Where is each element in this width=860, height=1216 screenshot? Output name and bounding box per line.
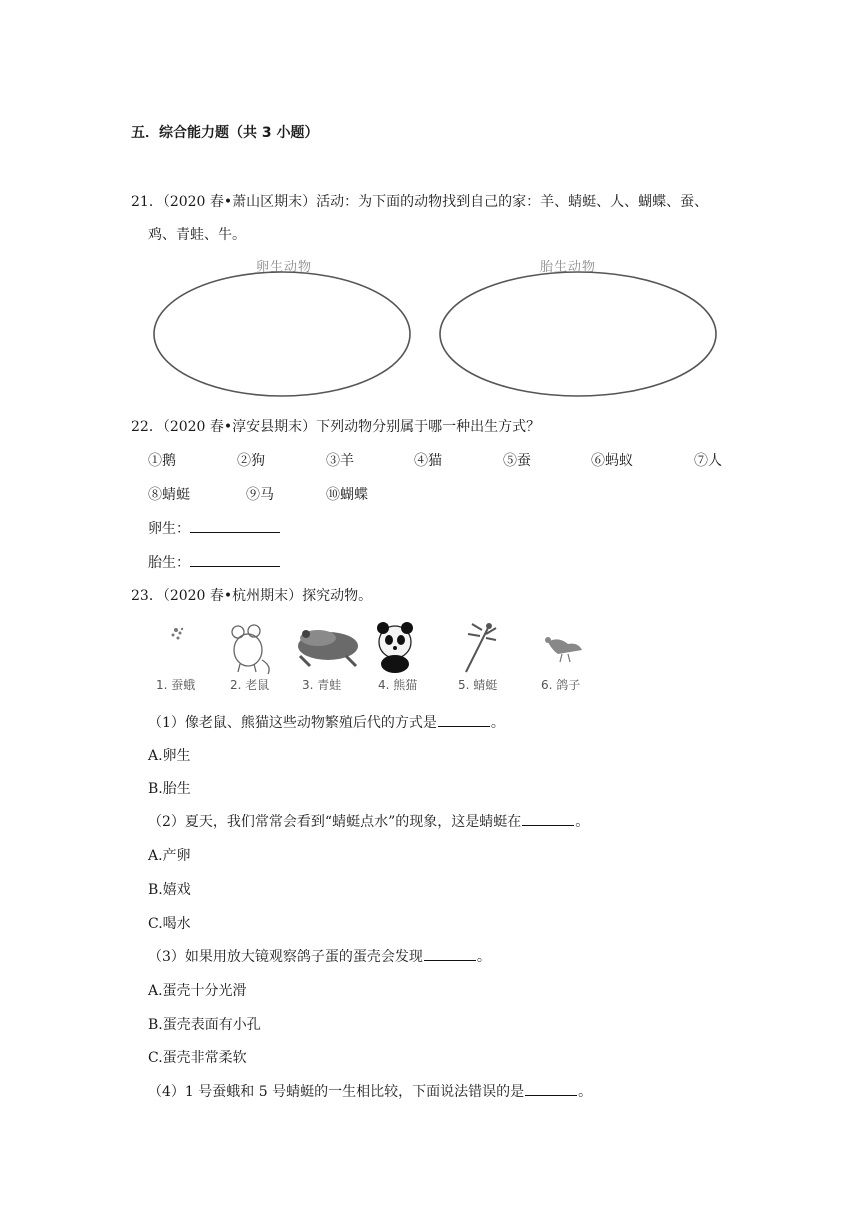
viviparous-ellipse-label: 胎生动物 (540, 260, 597, 275)
q23-sub2-option-a: A.产卵 (148, 848, 191, 864)
q23-sub3-option-a: A.蛋壳十分光滑 (148, 983, 247, 999)
q23-sub3 (148, 946, 491, 966)
q23-sub2 (148, 811, 589, 831)
q23-animal-caption-4: 4. 熊猫 (378, 678, 418, 692)
q22-option-3: ③羊 (326, 453, 354, 469)
oviparous-ellipse (154, 272, 410, 396)
q22-option-7: ⑦人 (694, 453, 722, 469)
pigeon-image (545, 637, 582, 662)
q23-sub3-option-c: C.蛋壳非常柔软 (148, 1050, 247, 1066)
q22-oviparous-blank[interactable] (190, 518, 280, 533)
q23-sub1-end: 。 (490, 715, 505, 731)
q22-option-8: ⑧蜻蜓 (148, 487, 190, 503)
q23-sub4-end: 。 (578, 1084, 593, 1100)
oviparous-ellipse-label: 卵生动物 (256, 260, 313, 275)
q22-option-2: ②狗 (237, 453, 265, 469)
q23-sub2-option-b: B.嬉戏 (148, 882, 191, 898)
viviparous-ellipse (440, 272, 716, 396)
q23-sub3-text: （3）如果用放大镜观察鸽子蛋的蛋壳会发现 (148, 949, 423, 965)
q22-viviparous-blank[interactable] (190, 552, 280, 567)
q23-sub4-blank[interactable] (525, 1081, 577, 1096)
q22-stem: 22．（2020 春•淳安县期末）下列动物分别属于哪一种出生方式？ (131, 419, 541, 435)
q23-sub2-option-c: C.喝水 (148, 916, 191, 932)
q23-sub4 (148, 1081, 592, 1101)
q23-animal-caption-1: 1. 蚕蛾 (156, 678, 196, 692)
q22-option-10: ⑩蝴蝶 (326, 487, 368, 503)
q23-sub4-text: （4）1 号蚕蛾和 5 号蜻蜓的一生相比较，下面说法错误的是 (148, 1084, 525, 1100)
q22-option-5: ⑤蚕 (503, 453, 531, 469)
q22-viviparous-row (148, 552, 280, 572)
q23-animal-pictures (150, 620, 600, 676)
q23-sub2-text: （2）夏天，我们常常会看到“蜻蜓点水”的现象，这是蜻蜓在 (148, 814, 522, 830)
q23-animal-caption-3: 3. 青蛙 (302, 678, 342, 692)
q23-sub1-option-a: A.卵生 (148, 748, 191, 764)
q23-animal-caption-2: 2. 老鼠 (230, 678, 270, 692)
silkmoth-image (172, 628, 184, 640)
q22-oviparous-label: 卵生： (148, 521, 190, 537)
ellipse-diagram-svg (148, 252, 728, 402)
q23-stem: 23．（2020 春•杭州期末）探究动物。 (131, 588, 373, 604)
dragonfly-image (466, 624, 496, 672)
q23-sub3-blank[interactable] (424, 946, 476, 961)
q21-stem-line2: 鸡、青蛙、牛。 (148, 227, 246, 243)
q23-sub1-option-b: B.胎生 (148, 781, 191, 797)
q22-viviparous-label: 胎生： (148, 555, 190, 571)
q23-animal-caption-5: 5. 蜻蜓 (458, 678, 498, 692)
q23-sub1 (148, 712, 505, 732)
q22-option-6: ⑥蚂蚁 (591, 453, 633, 469)
mouse-image (232, 625, 269, 674)
q22-option-4: ④猫 (414, 453, 442, 469)
q21-stem-line1: 21．（2020 春•萧山区期末）活动：为下面的动物找到自己的家：羊、蜻蜓、人、蝴蝶、蚕、 (131, 194, 709, 210)
q22-option-1: ①鹅 (148, 453, 176, 469)
q22-option-9: ⑨马 (246, 487, 274, 503)
q23-sub1-blank[interactable] (438, 712, 490, 727)
section-title: 五．综合能力题（共 3 小题） (131, 125, 319, 141)
q23-sub3-option-b: B.蛋壳表面有小孔 (148, 1017, 261, 1033)
q23-sub2-end: 。 (575, 814, 590, 830)
q23-sub2-blank[interactable] (522, 811, 574, 826)
q23-sub1-text: （1）像老鼠、熊猫这些动物繁殖后代的方式是 (148, 715, 437, 731)
frog-image (298, 630, 358, 666)
q22-oviparous-row (148, 518, 280, 538)
q21-ellipse-diagram (148, 252, 728, 402)
panda-image (377, 622, 413, 673)
animal-pictures-svg (150, 620, 600, 676)
q23-animal-caption-6: 6. 鸽子 (541, 678, 581, 692)
q23-sub3-end: 。 (476, 949, 491, 965)
